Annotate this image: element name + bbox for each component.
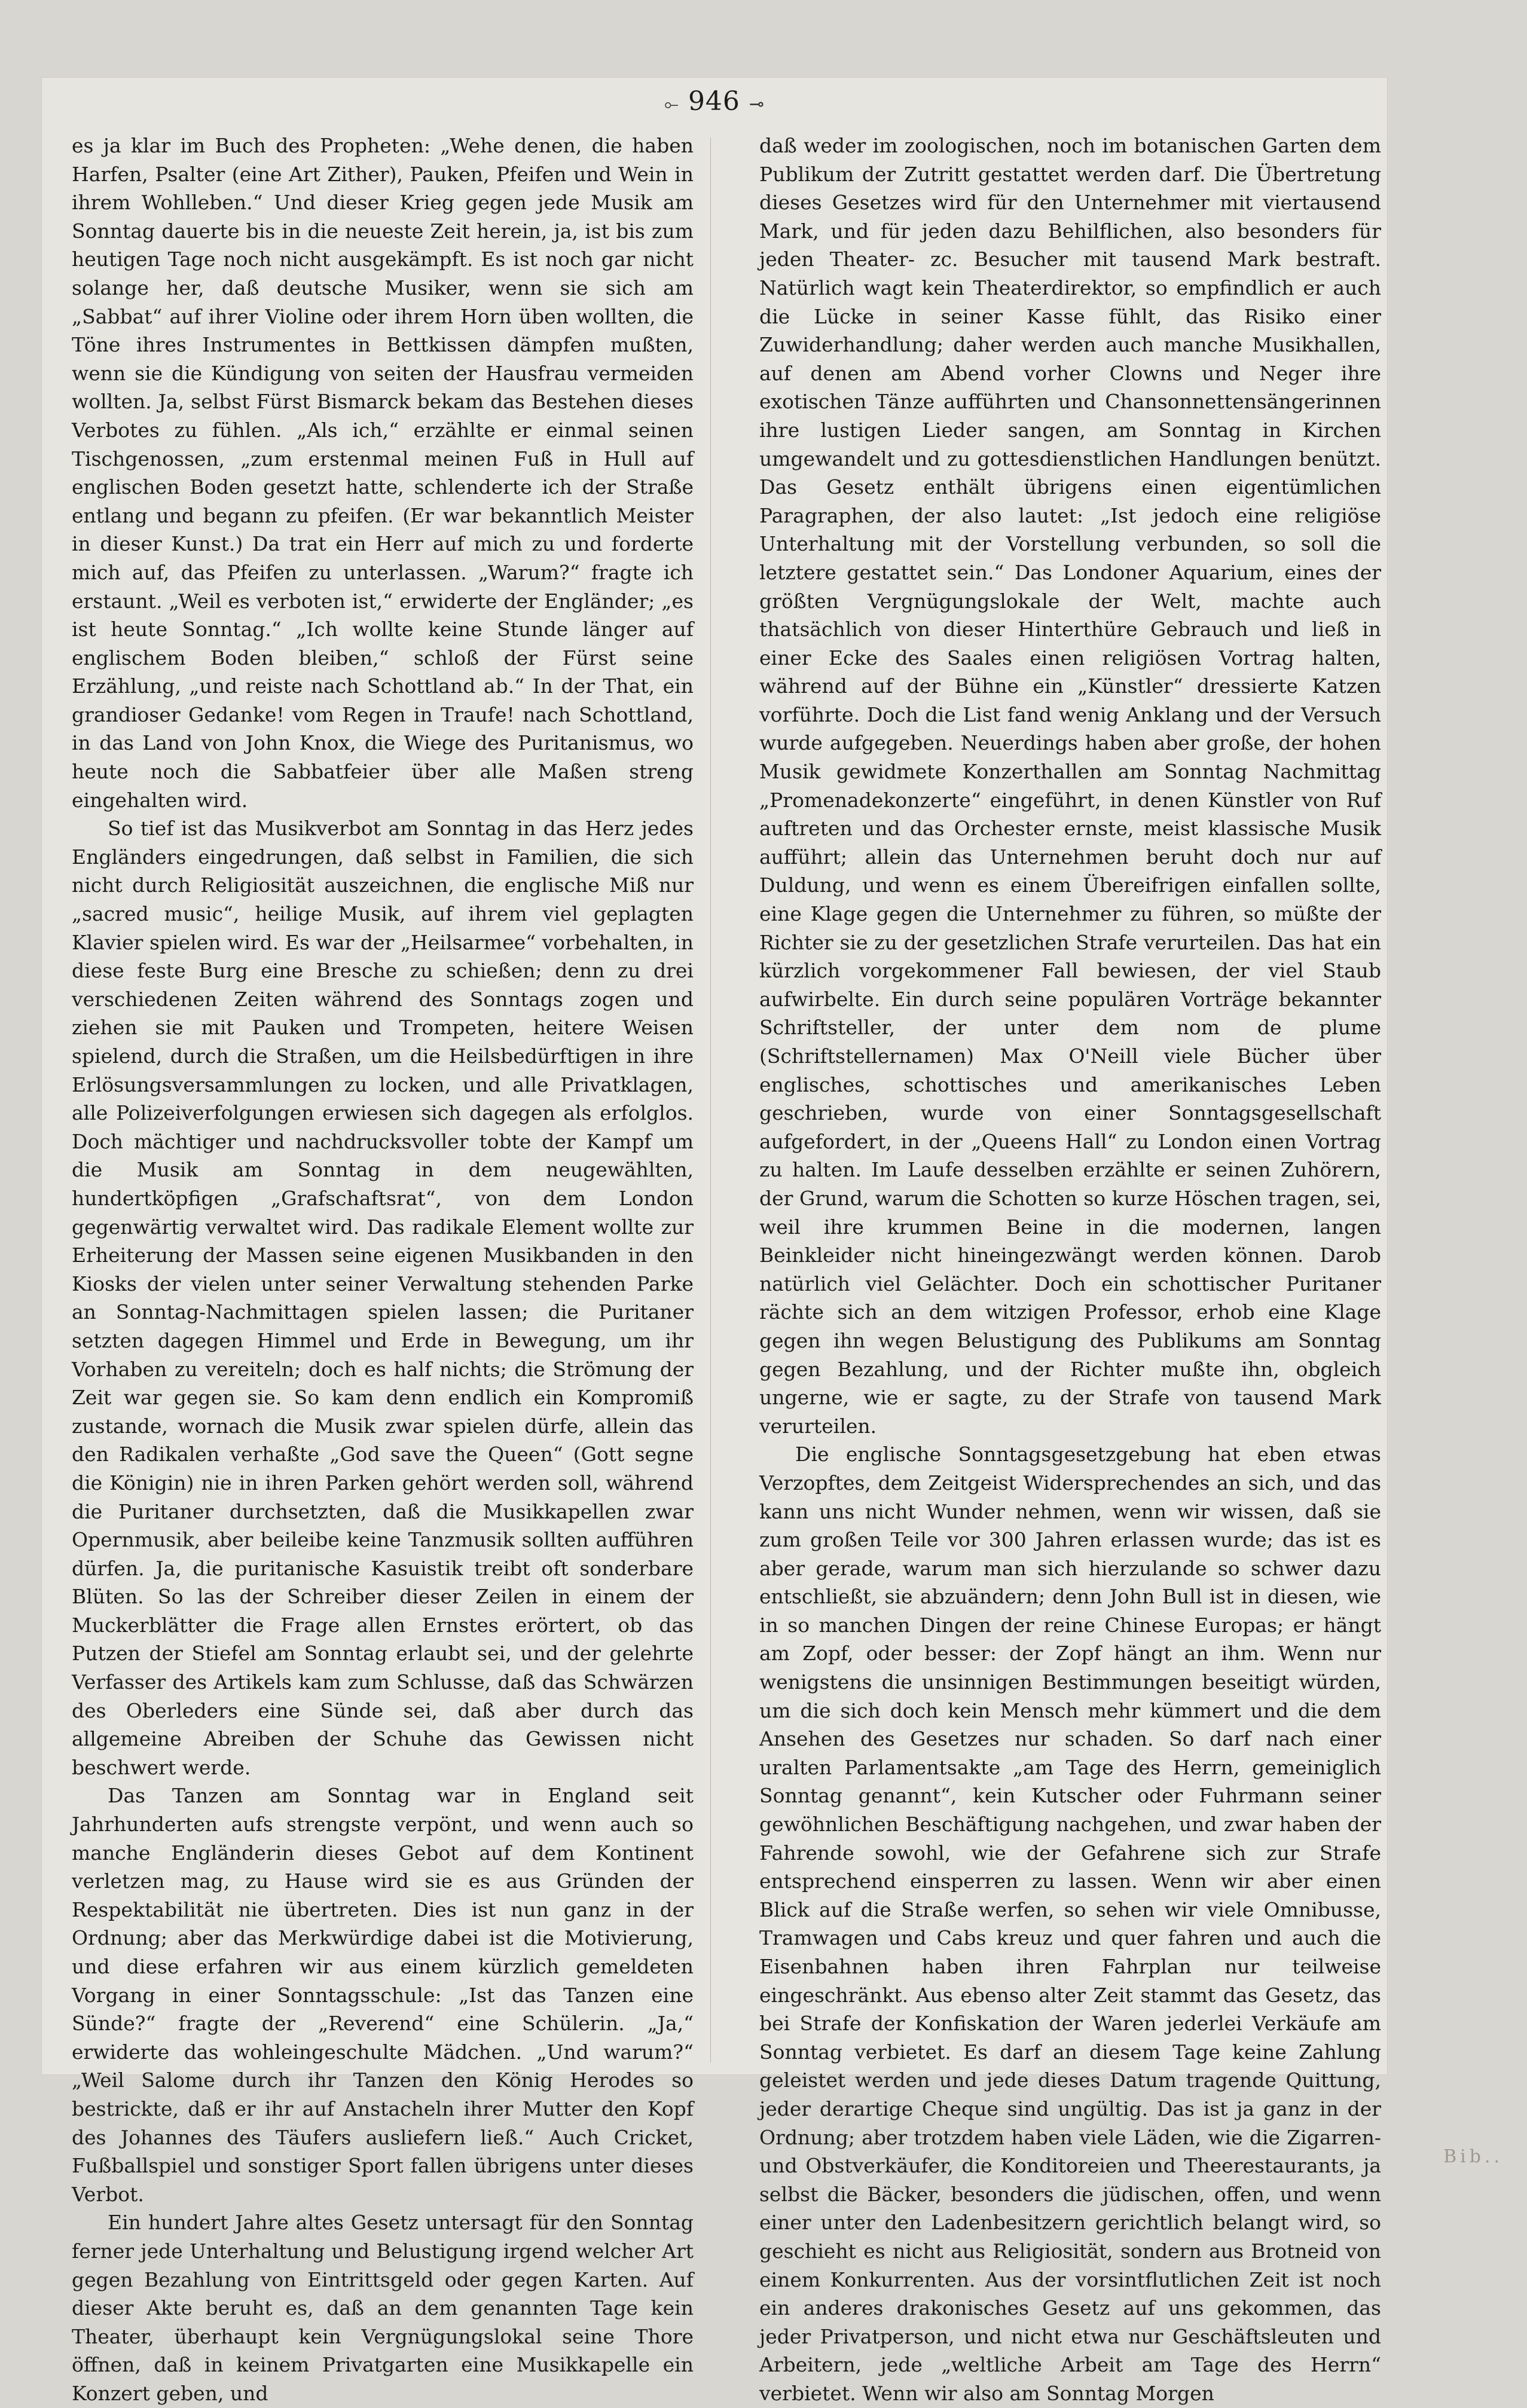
paragraph: daß weder im zoologischen, noch im botanischen Garten dem Publikum der Zutritt gestattet werden darf. Die Übertretung dieses Gesetzes wird für den Unternehmer mit viertausend Mark, und für jeden dazu Behilflichen, also besonders für jeden Theater- zc. Besucher mit tausend Mark bestraft. Natürlich wagt kein Theaterdirektor, so empfindlich er auch die Lücke in seiner Kasse fühlt, das Risiko einer Zuwiderhandlung; daher werden auch manche Musikhallen, auf denen am Abend vorher Clowns und Neger ihre exotischen Tänze aufführten und Chansonnettensängerinnen ihre lustigen Lieder sangen, am Sonntag in Kirchen umgewandelt und zu gottesdienstlichen Handlungen benützt. Das Gesetz enthält übrigens einen eigentümlichen Paragraphen, der also lautet: „Ist jedoch eine religiöse Unterhaltung mit der Vorstellung verbunden, so soll die letztere gestattet sein.“ Das Londoner Aquarium, eines der größten Vergnügungslokale der Welt, machte auch thatsächlich von dieser Hinterthüre Gebrauch und ließ in einer Ecke des Saales einen religiösen Vortrag halten, während auf der Bühne ein „Künstler“ dressierte Katzen vorführte. Doch die List fand wenig Anklang und der Versuch wurde aufgegeben. Neuerdings haben aber große, der hohen Musik gewidmete Konzerthallen am Sonntag Nachmittag „Promenadekonzerte“ eingeführt, in denen Künstler von Ruf auftreten und das Orchester ernste, meist klassische Musik aufführt; allein das Unternehmen beruht doch nur auf Duldung, und wenn es einem Übereifrigen einfallen sollte, eine Klage gegen die Unternehmer zu führen, so müßte der Richter sie zu der gesetzlichen Strafe verurteilen. Das hat ein kürzlich vorgekommener Fall bewiesen, der viel Staub aufwirbelte. Ein durch seine populären Vorträge bekannter Schriftsteller, der unter dem nom de plume (Schriftstellernamen) Max O'Neill viele Bücher über englisches, schottisches und amerikanisches Leben geschrieben, wurde von einer Sonntagsgesellschaft aufgefordert, in der „Queens Hall“ zu London einen Vortrag zu halten. Im Laufe desselben erzählte er seinen Zuhörern, der Grund, warum die Schotten so kurze Höschen tragen, sei, weil ihre krummen Beine in die modernen, langen Beinkleider nicht hineingezwängt werden können. Darob natürlich viel Gelächter. Doch ein schottischer Puritaner rächte sich an dem witzigen Professor, erhob eine Klage gegen ihn wegen Belustigung des Publikums am Sonntag gegen Bezahlung, und der Richter mußte ihn, obgleich ungerne, wie er sagte, zu der Strafe von tausend Mark verurteilen. xyxy=(759,134,1381,1438)
right-column xyxy=(759,132,1381,2405)
ornament-left-icon: ⟜ xyxy=(664,94,679,115)
left-column xyxy=(72,132,694,2405)
paragraph: So tief ist das Musikverbot am Sonntag in das Herz jedes Engländers eingedrungen, daß selbst in Familien, die sich nicht durch Religiosität auszeichnen, die englische Miß nur „sacred music“, heilige Musik, auf ihrem viel geplagten Klavier spielen wird. Es war der „Heilsarmee“ vorbehalten, in diese feste Burg eine Bresche zu schießen; denn zu drei verschiedenen Zeiten während des Sonntags zogen und ziehen sie mit Pauken und Trompeten, heitere Weisen spielend, durch die Straßen, um die Heilsbedürftigen in ihre Erlösungsversammlungen zu locken, und alle Privatklagen, alle Polizeiverfolgungen erwiesen sich dagegen als erfolglos. Doch mächtiger und nachdrucksvoller tobte der Kampf um die Musik am Sonntag in dem neugewählten, hundertköpfigen „Grafschaftsrat“, von dem London gegenwärtig verwaltet wird. Das radikale Element wollte zur Erheiterung der Massen seine eigenen Musikbanden in den Kiosks der vielen unter seiner Verwaltung stehenden Parke an Sonntag-Nachmittagen spielen lassen; die Puritaner setzten dagegen Himmel und Erde in Bewegung, um ihr Vorhaben zu vereiteln; doch es half nichts; die Strömung der Zeit war gegen sie. So kam denn endlich ein Kompromiß zustande, wornach die Musik zwar spielen dürfe, allein das den Radikalen verhaßte „God save the Queen“ (Gott segne die Königin) nie in ihren Parken gehört werden soll, während die Puritaner durchsetzten, daß die Musikkapellen zwar Opernmusik, aber beileibe keine Tanzmusik sollten aufführen dürfen. Ja, die puritanische Kasuistik treibt oft sonderbare Blüten. So las der Schreiber dieser Zeilen in einem der Muckerblätter die Frage allen Ernstes erörtert, ob das Putzen der Stiefel am Sonntag erlaubt sei, und der gelehrte Verfasser des Artikels kam zum Schlusse, daß das Schwärzen des Oberleders eine Sünde sei, daß aber durch das allgemeine Abreiben der Schuhe das Gewissen nicht beschwert werde. xyxy=(72,817,694,1779)
paragraph: Das Tanzen am Sonntag war in England seit Jahrhunderten aufs strengste verpönt, und wenn auch so manche Engländerin dieses Gebot auf dem Kontinent verletzen mag, zu Hause wird sie es aus Gründen der Respektabilität nie übertreten. Dies ist nun ganz in der Ordnung; aber das Merkwürdige dabei ist die Motivierung, und diese erfahren wir aus einem kürzlich gemeldeten Vorgang in einer Sonntagsschule: „Ist das Tanzen eine Sünde?“ fragte der „Reverend“ eine Schülerin. „Ja,“ erwiderte das wohleingeschulte Mädchen. „Und warum?“ „Weil Salome durch ihr Tanzen den König Herodes so bestrickte, daß er ihr auf Anstacheln ihrer Mutter den Kopf des Johannes des Täufers ausliefern ließ.“ Auch Cricket, Fußballspiel und sonstiger Sport fallen übrigens unter dieses Verbot. xyxy=(72,1784,694,2206)
column-divider xyxy=(710,137,711,2062)
page-header xyxy=(42,78,1387,126)
ornament-right-icon: ⊸ xyxy=(749,94,765,115)
paragraph: Ein hundert Jahre altes Gesetz untersagt für den Sonntag ferner jede Unterhaltung und Belustigung irgend welcher Art gegen Bezahlung von Eintrittsgeld oder gegen Karten. Auf dieser Akte beruht es, daß an dem genannten Tage kein Theater, überhaupt kein Vergnügungslokal seine Thore öffnen, daß in keinem Privatgarten eine Musikkapelle ein Konzert geben, und xyxy=(72,2211,694,2405)
page-number: 946 xyxy=(688,86,740,117)
paragraph: es ja klar im Buch des Propheten: „Wehe denen, die haben Harfen, Psalter (eine Art Zither), Pauken, Pfeifen und Wein in ihrem Wohlleben.“ Und dieser Krieg gegen jede Musik am Sonntag dauerte bis in die neueste Zeit herein, ja, ist bis zum heutigen Tage noch nicht ausgekämpft. Es ist noch gar nicht solange her, daß deutsche Musiker, wenn sie sich am „Sabbat“ auf ihrer Violine oder ihrem Horn üben wollten, die Töne ihres Instrumentes in Bettkissen dämpfen mußten, wenn sie die Kündigung von seiten der Hausfrau vermeiden wollten. Ja, selbst Fürst Bismarck bekam das Bestehen dieses Verbotes zu fühlen. „Als ich,“ erzählte er einmal seinen Tischgenossen, „zum erstenmal meinen Fuß in Hull auf englischen Boden gesetzt hatte, schlenderte ich der Straße entlang und begann zu pfeifen. (Er war bekanntlich Meister in dieser Kunst.) Da trat ein Herr auf mich zu und forderte mich auf, das Pfeifen zu unterlassen. „Warum?“ fragte ich erstaunt. „Weil es verboten ist,“ erwiderte der Engländer; „es ist heute Sonntag.“ „Ich wollte keine Stunde länger auf englischem Boden bleiben,“ schloß der Fürst seine Erzählung, „und reiste nach Schottland ab.“ In der That, ein grandioser Gedanke! vom Regen in Traufe! nach Schottland, in das Land von John Knox, die Wiege des Puritanismus, wo heute noch die Sabbatfeier über alle Maßen streng eingehalten wird. xyxy=(72,134,694,812)
newspaper-page xyxy=(42,78,1387,2405)
margin-stamp: Bib.. xyxy=(1443,2146,1503,2167)
paragraph: Die englische Sonntagsgesetzgebung hat eben etwas Verzopftes, dem Zeitgeist Widersprechendes an sich, und das kann uns nicht Wunder nehmen, wenn wir wissen, daß sie zum großen Teile vor 300 Jahren erlassen wurde; das ist es aber gerade, warum man sich hierzulande so schwer dazu entschließt, sie abzuändern; denn John Bull ist in diesen, wie in so manchen Dingen der reine Chinese Europas; er hängt am Zopf, oder besser: der Zopf hängt an ihm. Wenn nur wenigstens die unsinnigen Bestimmungen beseitigt würden, um die sich doch kein Mensch mehr kümmert und die dem Ansehen des Gesetzes nur schaden. So darf nach einer uralten Parlamentsakte „am Tage des Herrn, gemeiniglich Sonntag genannt“, kein Kutscher oder Fuhrmann seiner gewöhnlichen Beschäftigung nachgehen, und zwar haben der Fahrende sowohl, wie der Gefahrene sich zur Strafe entsprechend einsperren zu lassen. Wenn wir aber einen Blick auf die Straße werfen, so sehen wir viele Omnibusse, Tramwagen und Cabs kreuz und quer fahren und auch die Eisenbahnen haben ihren Fahrplan nur teilweise eingeschränkt. Aus ebenso alter Zeit stammt das Gesetz, das bei Strafe der Konfiskation der Waren jederlei Verkäufe am Sonntag verbietet. Es darf an diesem Tage keine Zahlung geleistet werden und jede dieses Datum tragende Quittung, jeder derartige Cheque sind ungültig. Das ist ja ganz in der Ordnung; aber trotzdem haben viele Läden, wie die Zigarren- und Obstverkäufer, die Konditoreien und Theerestaurants, ja selbst die Bäcker, besonders die jüdischen, offen, und wenn einer unter den Ladenbesitzern gerichtlich belangt wird, so geschieht es nicht aus Religiosität, sondern aus Brotneid von einem Konkurrenten. Aus der vorsintflutlichen Zeit ist noch ein anderes drakonisches Gesetz auf uns gekommen, das jeder Privatperson, und nicht etwa nur Geschäftsleuten und Arbeitern, jede „weltliche Arbeit am Tage des Herrn“ verbietet. Wenn wir also am Sonntag Morgen xyxy=(759,1443,1381,2405)
